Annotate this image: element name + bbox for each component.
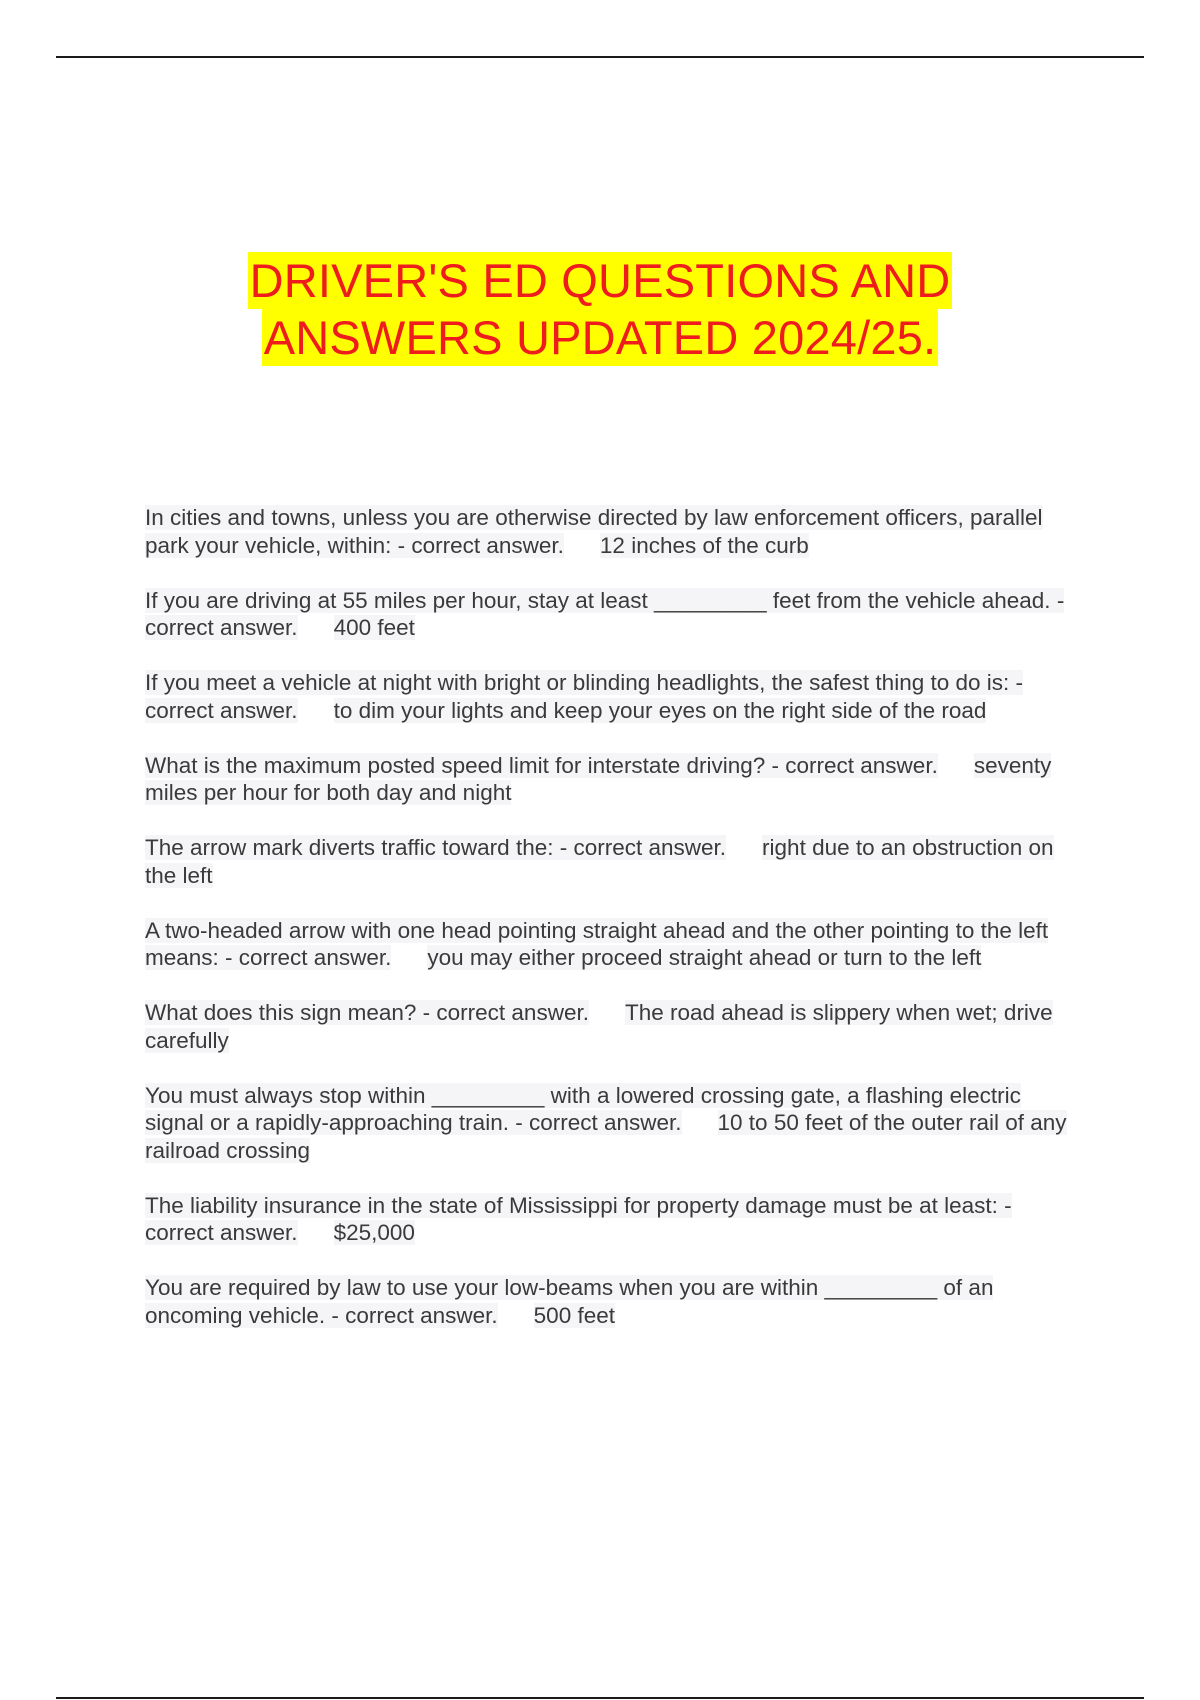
qa-item xyxy=(145,1274,1075,1329)
qa-item xyxy=(145,587,1075,642)
correct-answer-marker: - correct answer. xyxy=(145,670,1024,723)
answer-text: 12 inches of the curb xyxy=(599,532,809,558)
answer-text: 500 feet xyxy=(533,1302,615,1328)
question-text: What does this sign mean? xyxy=(145,1000,417,1025)
correct-answer-marker: - correct answer. xyxy=(416,1000,589,1025)
question-text: You are required by law to use your low-beams when you are within _________ of an oncoming vehicle. xyxy=(145,1275,994,1328)
correct-answer-marker: - correct answer. xyxy=(145,587,1065,640)
correct-answer-marker: - correct answer. xyxy=(218,945,392,970)
qa-item xyxy=(145,1082,1075,1165)
title-line-2: ANSWERS UPDATED 2024/25. xyxy=(263,311,937,364)
correct-answer-marker: - correct answer. xyxy=(391,532,564,558)
top-rule xyxy=(56,56,1144,58)
correct-answer-marker: - correct answer. xyxy=(508,1110,682,1135)
qa-item xyxy=(145,1192,1075,1247)
qa-item xyxy=(145,999,1075,1054)
qa-list xyxy=(145,504,1075,1357)
title-line-1: DRIVER'S ED QUESTIONS AND xyxy=(249,254,951,307)
correct-answer-marker: - correct answer. xyxy=(325,1302,498,1328)
answer-text: seventy miles per hour for both day and night xyxy=(145,752,1052,805)
bottom-rule xyxy=(56,1697,1144,1699)
qa-item xyxy=(145,917,1075,972)
question-text: The arrow mark diverts traffic toward the: xyxy=(145,835,554,860)
question-text: If you are driving at 55 miles per hour, stay at least _________ feet from the vehicle ahead. xyxy=(145,587,1051,613)
answer-text: right due to an obstruction on the left xyxy=(145,835,1054,888)
document-title xyxy=(0,252,1200,366)
correct-answer-marker: - correct answer. xyxy=(145,1192,1012,1245)
qa-item xyxy=(145,504,1075,559)
qa-item xyxy=(145,834,1075,889)
question-text: A two-headed arrow with one head pointing straight ahead and the other pointing to the left means: xyxy=(145,917,1049,970)
answer-text: to dim your lights and keep your eyes on the right side of the road xyxy=(333,697,987,723)
question-text: If you meet a vehicle at night with bright or blinding headlights, the safest thing to do is: xyxy=(145,670,1010,695)
qa-item xyxy=(145,669,1075,724)
qa-item xyxy=(145,752,1075,807)
answer-text: $25,000 xyxy=(333,1220,415,1245)
question-text: In cities and towns, unless you are otherwise directed by law enforcement officers, parallel park your vehicle, within: xyxy=(145,505,1043,558)
correct-answer-marker: - correct answer. xyxy=(765,752,938,778)
answer-text: The road ahead is slippery when wet; drive carefully xyxy=(145,1000,1053,1053)
correct-answer-marker: - correct answer. xyxy=(553,835,727,860)
answer-text: you may either proceed straight ahead or turn to the left xyxy=(427,945,982,970)
answer-text: 400 feet xyxy=(333,615,415,640)
answer-text: 10 to 50 feet of the outer rail of any railroad crossing xyxy=(145,1110,1067,1163)
question-text: The liability insurance in the state of Mississippi for property damage must be at least: xyxy=(145,1192,998,1218)
question-text: You must always stop within _________ with a lowered crossing gate, a flashing electric signal or a rapidly-approaching train. xyxy=(145,1082,1021,1135)
question-text: What is the maximum posted speed limit for interstate driving? xyxy=(145,752,766,778)
